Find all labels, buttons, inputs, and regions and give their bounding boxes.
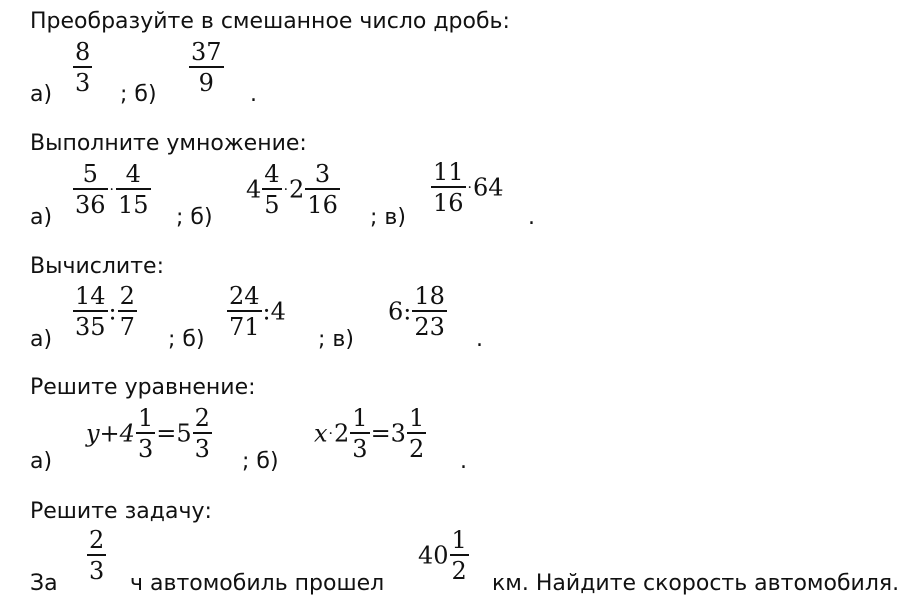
fraction: $\frac{1}{3}$ [137, 404, 154, 463]
task4-heading: Решите уравнение: [30, 375, 256, 400]
task1-a-expression [72, 40, 93, 95]
fraction: $\frac{18}{23}$ [414, 282, 445, 341]
task1-heading: Преобразуйте в смешанное число дробь: [30, 9, 510, 34]
task2-a-label: а) [30, 205, 53, 230]
task3-a-label: а) [30, 327, 53, 352]
fraction: $\frac{5}{36}$ [75, 160, 106, 219]
fraction: $\frac{1}{3}$ [352, 404, 368, 463]
task1-a-label: а) [30, 82, 53, 107]
fraction: $\frac{37}{9}$ [191, 38, 222, 97]
task1-separator: ; б) [120, 82, 157, 107]
multiply-dot: · [328, 425, 333, 442]
task2-c-expression: $\frac{11}{16}$ ·64 [433, 158, 504, 217]
task2-b-expression: 4 $\frac{4}{5}$ ·2 $\frac{3}{16}$ [246, 160, 338, 219]
multiply-dot: · [467, 179, 472, 196]
task2-separator-b: ; б) [176, 205, 213, 230]
fraction: $\frac{3}{16}$ [307, 160, 338, 219]
multiply-dot: · [109, 181, 114, 198]
task5-time-fraction [86, 528, 107, 583]
task2-separator-c: ; в) [370, 205, 406, 230]
task5-distance: 40 $\frac{1}{2}$ [418, 526, 467, 585]
task3-end: . [476, 327, 483, 352]
fraction: $\frac{14}{35}$ [75, 282, 106, 341]
task2-heading: Выполните умножение: [30, 131, 307, 156]
fraction: $\frac{1}{2}$ [451, 526, 467, 585]
fraction: $\frac{2}{3}$ [89, 526, 105, 585]
task5-heading: Решите задачу: [30, 499, 212, 524]
task3-separator-c: ; в) [318, 327, 354, 352]
fraction: $\frac{24}{71}$ [229, 282, 260, 341]
task3-b-expression: $\frac{24}{71}$ :4 [229, 282, 286, 341]
fraction: $\frac{4}{15}$ [118, 160, 149, 219]
task5-text-1: ч автомобиль прошел [130, 571, 385, 596]
task2-a-expression [72, 162, 152, 217]
task4-b-equation: x·2 $\frac{1}{3}$ =3 $\frac{1}{2}$ [314, 404, 425, 463]
task3-c-expression: 6: $\frac{18}{23}$ [388, 282, 445, 341]
task2-end: . [528, 205, 535, 230]
fraction: $\frac{2}{7}$ [119, 282, 135, 341]
task3-heading: Вычислите: [30, 254, 164, 279]
task4-separator: ; б) [242, 449, 279, 474]
task3-a-expression: $\frac{14}{35}$ : $\frac{2}{7}$ [75, 282, 135, 341]
task1-b-expression [188, 40, 225, 95]
task5-text-2: км. Найдите скорость автомобиля. [492, 571, 900, 596]
fraction: $\frac{8}{3}$ [75, 38, 91, 97]
fraction: $\frac{11}{16}$ [433, 158, 464, 217]
task3-separator-b: ; б) [168, 327, 205, 352]
task4-a-label: а) [30, 449, 53, 474]
task5-za: За [30, 571, 58, 596]
task4-end: . [460, 449, 467, 474]
task4-a-equation: y+4 $\frac{1}{3}$ =5 $\frac{2}{3}$ [86, 404, 210, 463]
fraction: $\frac{4}{5}$ [264, 160, 280, 219]
task1-end: . [250, 82, 257, 107]
fraction: $\frac{2}{3}$ [194, 404, 210, 463]
multiply-dot: · [283, 181, 289, 198]
fraction: $\frac{1}{2}$ [408, 404, 425, 463]
